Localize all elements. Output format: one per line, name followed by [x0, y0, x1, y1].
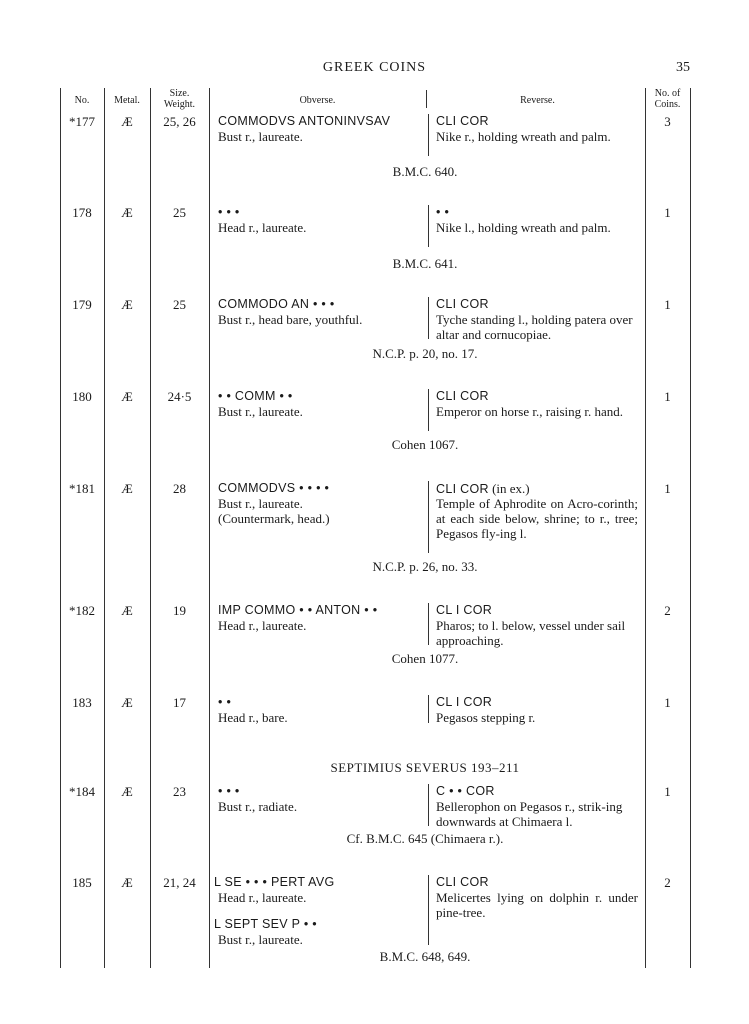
- obverse-legend: COMMODVS • • • •: [218, 481, 330, 495]
- reverse-description: Nike l., holding wreath and palm.: [436, 220, 611, 235]
- obverse-description-second: Bust r., laureate.: [218, 932, 303, 947]
- entry-no: *182: [69, 603, 95, 618]
- entry-metal: Æ: [121, 784, 133, 799]
- reference: Cohen 1067.: [391, 437, 459, 452]
- coin-count: 1: [664, 205, 671, 220]
- coin-count: 1: [664, 784, 671, 799]
- page-number: 35: [676, 60, 690, 75]
- obverse-description: Bust r., laureate.: [218, 129, 303, 144]
- obverse-reverse-divider: [428, 114, 429, 156]
- entry-no: *181: [69, 481, 95, 496]
- entry-size: 25: [173, 205, 186, 220]
- reverse-description: Bellerophon on Pegasos r., strik-ing downwards at Chimaera l.: [436, 799, 623, 829]
- entry-size: 25, 26: [163, 114, 196, 129]
- obverse-countermark: (Countermark, head.): [218, 511, 330, 526]
- reference: N.C.P. p. 20, no. 17.: [372, 346, 478, 361]
- column-rule-left: [60, 88, 61, 968]
- obverse-legend: COMMODO AN • • •: [218, 297, 335, 311]
- reverse-legend: • •: [436, 205, 450, 219]
- reverse-legend: CLI COR: [436, 482, 489, 496]
- col-head-no: No.: [74, 95, 90, 106]
- col-head-size-line: Size.: [169, 88, 190, 99]
- obverse-reverse-divider: [428, 875, 429, 945]
- entry-size: 19: [173, 603, 186, 618]
- reverse-legend: CLI COR: [436, 389, 489, 403]
- obverse-description: Head r., laureate.: [218, 618, 307, 633]
- reverse-legend: CL I COR: [436, 603, 493, 617]
- reference: B.M.C. 648, 649.: [379, 949, 471, 964]
- obverse-reverse-divider: [428, 695, 429, 723]
- entry-no: 178: [72, 205, 92, 220]
- reverse-legend: C • • COR: [436, 784, 495, 798]
- column-rule-no: [104, 88, 105, 968]
- obverse-legend: • •: [218, 695, 232, 709]
- obverse-reverse-divider: [428, 784, 429, 826]
- obverse-reverse-divider: [428, 481, 429, 553]
- col-head-weight-line: Weight.: [163, 99, 196, 110]
- entry-metal: Æ: [121, 603, 133, 618]
- obverse-legend: • • COMM • •: [218, 389, 293, 403]
- column-rule-metal: [150, 88, 151, 968]
- entry-size: 23: [173, 784, 186, 799]
- col-head-coins: [645, 88, 690, 110]
- obverse-description: Bust r., laureate.: [218, 404, 303, 419]
- entry-metal: Æ: [121, 297, 133, 312]
- entry-metal: Æ: [121, 114, 133, 129]
- coin-count: 3: [664, 114, 671, 129]
- entry-size: 25: [173, 297, 186, 312]
- reverse-legend-line: [436, 481, 530, 497]
- obverse-reverse-divider: [428, 297, 429, 339]
- obverse-legend: IMP COMMO • • ANTON • •: [218, 603, 378, 617]
- reference: B.M.C. 640.: [392, 164, 458, 179]
- obverse-description: Head r., laureate.: [218, 220, 307, 235]
- col-head-obverse: Obverse.: [299, 95, 336, 106]
- reverse-description: Nike r., holding wreath and palm.: [436, 129, 611, 144]
- entry-no: 180: [72, 389, 92, 404]
- reverse-legend: CLI COR: [436, 114, 489, 128]
- page-title: GREEK COINS: [322, 60, 427, 75]
- header-divider: [426, 90, 427, 108]
- reverse-legend: CLI COR: [436, 875, 489, 889]
- obverse-description: Bust r., radiate.: [218, 799, 298, 814]
- obverse-description: Head r., laureate.: [218, 890, 307, 905]
- reference: Cohen 1077.: [391, 651, 459, 666]
- obverse-reverse-divider: [428, 603, 429, 645]
- obverse-description: Bust r., laureate.: [218, 496, 303, 511]
- entry-metal: Æ: [121, 389, 133, 404]
- reverse-legend-note: (in ex.): [492, 481, 530, 496]
- reference: N.C.P. p. 26, no. 33.: [372, 559, 478, 574]
- entry-metal: Æ: [121, 205, 133, 220]
- col-head-metal: Metal.: [114, 95, 140, 106]
- coin-count: 1: [664, 297, 671, 312]
- obverse-legend: COMMODVS ANTONINVSAV: [218, 114, 391, 128]
- coin-count: 1: [664, 481, 671, 496]
- obverse-legend: • • •: [218, 205, 240, 219]
- section-heading: SEPTIMIUS SEVERUS 193–211: [330, 760, 520, 775]
- reverse-description: Pegasos stepping r.: [436, 710, 536, 725]
- reference: Cf. B.M.C. 645 (Chimaera r.).: [346, 831, 504, 846]
- coin-count: 1: [664, 695, 671, 710]
- column-rule-right: [690, 88, 691, 968]
- reverse-legend: CL I COR: [436, 695, 493, 709]
- entry-size: 21, 24: [163, 875, 196, 890]
- obverse-legend-second: L SEPT SEV P • •: [214, 917, 317, 931]
- reverse-description: Pharos; to l. below, vessel under sail approaching.: [436, 618, 626, 648]
- entry-size: 28: [173, 481, 186, 496]
- obverse-legend: • • •: [218, 784, 240, 798]
- col-head-coins-line2: Coins.: [654, 99, 681, 110]
- column-rule-reverse-end: [645, 88, 646, 968]
- reverse-description: Temple of Aphrodite on Acro-corinth; at each side below, shrine; to r., tree; Pegasos fly-ing l.: [436, 496, 638, 541]
- entry-size: 17: [173, 695, 186, 710]
- reverse-legend: CLI COR: [436, 297, 489, 311]
- entry-metal: Æ: [121, 481, 133, 496]
- obverse-reverse-divider: [428, 205, 429, 247]
- reference: B.M.C. 641.: [392, 256, 458, 271]
- reverse-description: Emperor on horse r., raising r. hand.: [436, 404, 624, 419]
- col-head-reverse: Reverse.: [520, 95, 555, 106]
- obverse-legend: L SE • • • PERT AVG: [214, 875, 335, 889]
- entry-no: *184: [69, 784, 95, 799]
- coin-count: 2: [664, 603, 671, 618]
- obverse-description: Head r., bare.: [218, 710, 288, 725]
- reverse-description: Melicertes lying on dolphin r. under pine-tree.: [436, 890, 638, 920]
- entry-size: 24·5: [167, 389, 192, 404]
- col-head-size: [150, 88, 209, 110]
- entry-no: *177: [69, 114, 95, 129]
- col-head-coins-line1: No. of: [654, 88, 681, 99]
- coin-count: 1: [664, 389, 671, 404]
- entry-metal: Æ: [121, 875, 133, 890]
- reverse-description: Tyche standing l., holding patera over altar and cornucopiae.: [436, 312, 633, 342]
- entry-metal: Æ: [121, 695, 133, 710]
- coin-count: 2: [664, 875, 671, 890]
- obverse-reverse-divider: [428, 389, 429, 431]
- obverse-description: Bust r., head bare, youthful.: [218, 312, 363, 327]
- entry-no: 185: [72, 875, 92, 890]
- entry-no: 179: [72, 297, 92, 312]
- entry-no: 183: [72, 695, 92, 710]
